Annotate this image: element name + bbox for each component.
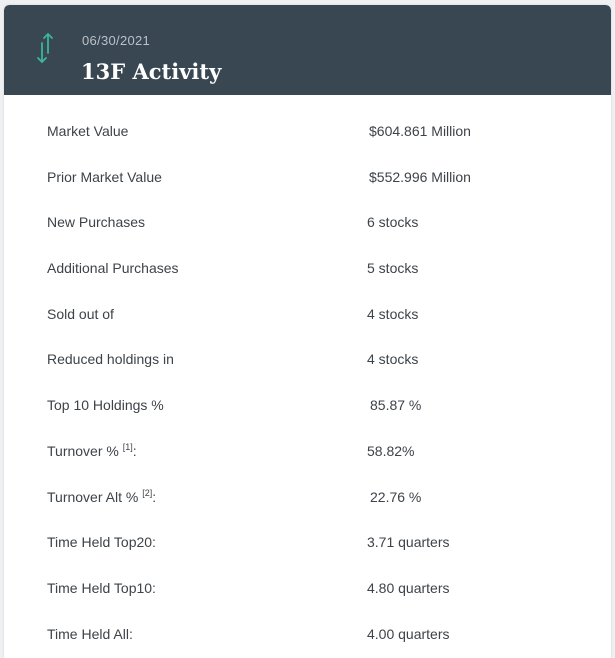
row-reduced-holdings <box>4 323 611 369</box>
footnote-ref-link[interactable]: [2] <box>142 487 153 498</box>
row-label: New Purchases <box>47 214 146 231</box>
row-time-held-top10 <box>4 552 611 598</box>
row-top10-holdings <box>4 369 611 415</box>
row-label-suffix: : <box>132 442 137 459</box>
row-label <box>47 443 137 459</box>
row-label: Prior Market Value <box>47 168 162 185</box>
row-additional-purchases <box>4 232 611 278</box>
row-label-text: Turnover % <box>47 442 123 459</box>
card-header <box>4 5 611 95</box>
footnote-ref-link[interactable]: [1] <box>122 441 133 452</box>
row-label: Time Held Top10: <box>47 579 156 596</box>
row-value: 22.76 % <box>370 488 422 505</box>
activity-list <box>4 95 611 643</box>
row-time-held-all <box>4 598 611 644</box>
row-value: 4.80 quarters <box>367 579 450 596</box>
row-value: 4.00 quarters <box>367 625 450 642</box>
activity-card <box>4 5 611 658</box>
row-market-value <box>4 95 611 141</box>
row-value: 3.71 quarters <box>367 534 450 551</box>
row-value: 4 stocks <box>367 351 419 368</box>
row-value: 6 stocks <box>367 214 419 231</box>
row-value: $604.861 Million <box>369 123 471 139</box>
report-date: 06/30/2021 <box>82 33 151 48</box>
row-time-held-top20 <box>4 506 611 552</box>
row-label: Reduced holdings in <box>47 351 174 368</box>
row-label: Time Held All: <box>47 625 133 642</box>
row-label-suffix: : <box>152 488 157 505</box>
row-label <box>47 489 156 505</box>
row-value: 4 stocks <box>367 305 419 322</box>
row-label: Sold out of <box>47 305 114 322</box>
row-value: 5 stocks <box>367 260 419 277</box>
swap-vertical-arrows-icon <box>35 31 55 65</box>
row-label-text: Turnover Alt % <box>47 488 143 505</box>
row-label: Market Value <box>47 123 129 139</box>
row-turnover-alt <box>4 461 611 507</box>
row-label: Top 10 Holdings % <box>47 397 164 414</box>
row-value: 85.87 % <box>370 397 422 414</box>
row-label: Time Held Top20: <box>47 534 156 551</box>
row-value: 58.82% <box>367 442 415 459</box>
row-label: Additional Purchases <box>47 260 179 277</box>
row-sold-out-of <box>4 278 611 324</box>
row-new-purchases <box>4 186 611 232</box>
card-title: 13F Activity <box>81 59 222 84</box>
row-turnover <box>4 415 611 461</box>
row-prior-market-value <box>4 141 611 187</box>
row-value: $552.996 Million <box>369 168 471 185</box>
